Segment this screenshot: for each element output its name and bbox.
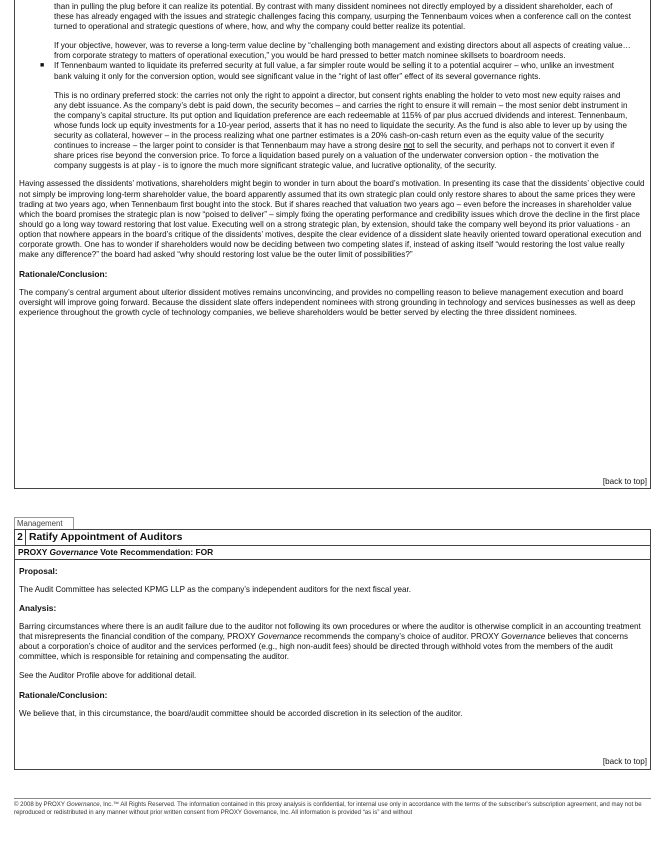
paragraph-preferred-stock: This is no ordinary preferred stock: the carries not only the right to appoint a director, but consent rights enabling the holder to veto most new equity raises and any debt issuance. As the company’s debt is paid down, the security becomes – and carries the right to ensure it will remain – the most senior debt instrument in the company’s capital structure. Its put option and liquidation preference are each redeemable at 115% of par plus accrued dividends and interest. Tennenbaum, whose funds lock up equity investments for a 10-year period, asserts that it has no need to liquidate the security. As the fund is also able to lever up by using the security as collateral, however – in the process realizing what one partner estimates is a 20% cash-on-cash return even as the equity value of the security continues to increase – the larger point to consider is that Tennenbaum may have a strong desire not to sell the security, and perhaps not to convert it even if share prices rise beyond the conversion price. To force a liquidation based purely on a valuation of the underwater conversion option - the motivation the company suggests is at play - is to ignore the much more significant strategic value, and lucrative optionality, of the security. — [54, 90, 628, 171]
analysis-text: Barring circumstances where there is an audit failure due to the auditor not following its own procedures or where the auditor is otherwise complicit in an accounting treatment that misrepresents the financial condition of the company, PROXY Governance recommends the company’s choice of auditor. PROXY Governance believes that concerns about a corporation’s choice of auditor and the services performed (e.g., high non-audit fees) should be directed through withhold votes from the members of the audit committee, which is responsible for retaining and compensating the auditor. — [19, 622, 641, 662]
paragraph-nominees: than in pulling the plug before it can realize its potential. By contrast with many dissident nominees not directly employed by a dissident shareholder, each of these has already engaged with the issues and strategic challenges facing this company, usurping the Tennenbaum voices when a conference call on the contest turned to operational and strategic questions of where, how, and why the company could better realize its potential. — [54, 2, 631, 32]
back-to-top-link-2[interactable]: [back to top] — [602, 757, 647, 766]
paragraph-board-motivation: Having assessed the dissidents’ motivations, shareholders might begin to wonder in turn about the board’s motivation. In presenting its case that the dissidents’ objective could not simply be improving long-term shareholder value, the board apparently assumed that its own strategic plan could only restore shares to about the same prices they were trading at two years ago, when Tennenbaum first bought into the stock. But if shares reached that valuation two years ago – even before the increases in shareholder value which the board promises the strategic plan is now “poised to deliver” – simply fixing the operating performance and credibility issues which drove the decline in the first place should go a long way toward restoring that lost value. Executing well on a strong strategic plan, by extension, should take the company well beyond its prior valuations - an option that nowhere appears in the board’s critique of the dissidents’ motives, despite the clear evidence of a dissident slate heavily oriented toward operational execution and corporate growth. One has to wonder if shareholders would now be deciding between two competing slates if, instead of asking itself “would restoring the lost value really make any difference?” the board had asked “why should restoring lost value be the outer limit of possibilities?” — [19, 179, 645, 260]
management-tab-label: Management — [14, 517, 74, 529]
proposal-title: Ratify Appointment of Auditors — [29, 532, 183, 543]
bullet-text: If Tennenbaum wanted to liquidate its preferred security at full value, a far simpler route would be selling it to a potential acquirer – who, unlike an investment bank valuing it only for the conversion option, would see significant value in the “right of last offer” effect of its several governance rights. — [54, 61, 614, 81]
rationale-text: The company’s central argument about ulterior dissident motives remains unconvincing, and provides no compelling reason to believe management execution and board oversight will improve going forward. Because the dissident slate offers independent nominees with strong grounding in technology and services businesses as well as deep experience throughout the growth cycle of technology companies, we believe shareholders would be better served by electing the three dissident nominees. — [19, 288, 636, 318]
proposal-2-box — [14, 529, 651, 770]
paragraph-objective: If your objective, however, was to reverse a long-term value decline by “challenging both management and existing directors about all aspects of creating value… from corporate strategy to matters of operational execution,” you would be hard pressed to better match nominee skillsets to boardroom needs. — [54, 41, 631, 61]
bullet-item-liquidation — [40, 61, 632, 81]
proposal-text: The Audit Committee has selected KPMG LLP as the company’s independent auditors for the next fiscal year. — [19, 585, 412, 594]
rationale-heading: Rationale/Conclusion: — [19, 269, 108, 280]
auditor-profile-note: See the Auditor Profile above for additional detail. — [19, 671, 197, 681]
bullet-icon: ■ — [40, 62, 45, 70]
proposal-number: 2 — [15, 530, 26, 545]
proposal-1-analysis-box — [14, 0, 651, 489]
analysis-heading: Analysis: — [19, 603, 57, 614]
vote-recommendation: PROXY Governance Vote Recommendation: FOR — [15, 546, 650, 560]
copyright-footer: © 2008 by PROXY Governance, Inc.™ All Rights Reserved. The information contained in this proxy analysis is confidential, for internal use only in accordance with the terms of the subscriber’s subscription agreement, and may not be reproduced or redistributed in any manner without prior written consent from PROXY Governance, Inc. All information is provided “as is” and without — [14, 798, 651, 816]
rationale-heading-2: Rationale/Conclusion: — [19, 689, 108, 700]
back-to-top-link[interactable]: [back to top] — [602, 477, 647, 486]
rationale-text-2: We believe that, in this circumstance, the board/audit committee should be accorded discretion in its selection of the auditor. — [19, 708, 463, 718]
proposal-heading: Proposal: — [19, 566, 58, 576]
proposal-title-row — [15, 530, 650, 546]
emphasis-not: not — [403, 141, 415, 151]
